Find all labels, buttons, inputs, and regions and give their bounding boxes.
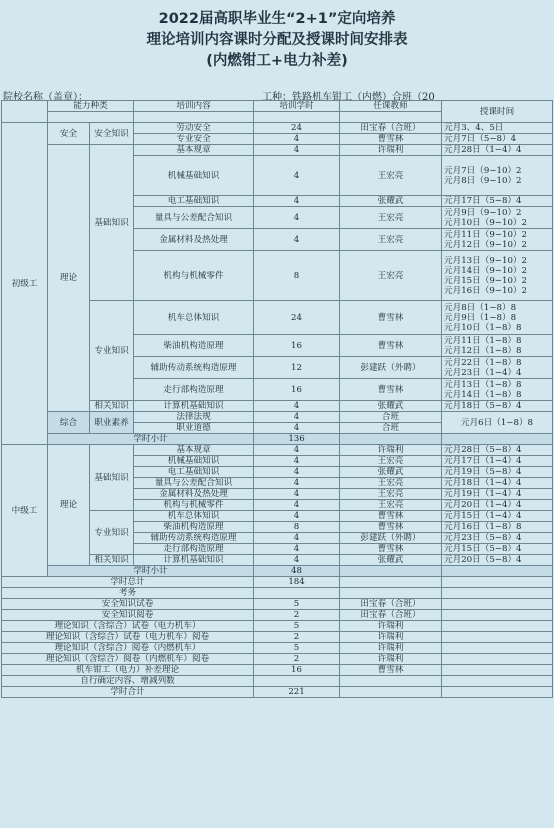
exam-item: 理论知识（含综合）试卷（电力机车）阅卷 <box>2 632 254 643</box>
subcategory-professional: 专业知识 <box>90 511 134 555</box>
time-line: 元月13日（9−10）2 <box>444 255 527 266</box>
course-time: 元月15日（5−8）4 <box>442 544 553 555</box>
course-teacher: 曹雪林 <box>340 301 442 335</box>
header-ability: 能力种类 <box>48 101 134 112</box>
course-hours: 4 <box>254 134 340 145</box>
course-name: 计算机基础知识 <box>134 401 254 412</box>
time-line: 元月28日（1−4）4 <box>444 145 522 155</box>
course-hours: 4 <box>254 229 340 251</box>
category-theory: 理论 <box>48 145 90 412</box>
course-time: 元月19日（1−4）4 <box>442 489 553 500</box>
course-teacher: 许瑞利 <box>340 145 442 156</box>
course-time <box>442 251 553 301</box>
subcategory-professional: 专业知识 <box>90 301 134 401</box>
course-hours: 4 <box>254 500 340 511</box>
exam-hours: 2 <box>254 632 340 643</box>
course-name: 金属材料及热处理 <box>134 489 254 500</box>
time-line: 元月15日（9−10）2 <box>444 275 527 286</box>
time-line: 元月7日（5−8）4 <box>444 134 517 144</box>
course-teacher: 王宏亮 <box>340 500 442 511</box>
time-line: 元月12日（1−8）8 <box>444 345 522 356</box>
school-name-label: 院校名称（盖章）： <box>3 92 88 103</box>
header-content: 培训内容 <box>134 101 254 112</box>
table-row <box>2 687 553 698</box>
exam-teacher: 许瑞利 <box>340 643 442 654</box>
table-row <box>2 434 553 445</box>
header-blank <box>2 101 48 123</box>
course-teacher: 曹雪林 <box>340 544 442 555</box>
title-line-2: 理论培训内容课时分配及授课时间安排表 <box>146 32 408 48</box>
blank-cell <box>442 621 553 632</box>
header-blank <box>254 112 340 123</box>
exam-item: 安全知识试卷 <box>2 599 254 610</box>
subcategory-quality: 职业素养 <box>90 412 134 434</box>
category-safety: 安全 <box>48 123 90 145</box>
course-time <box>442 196 553 207</box>
course-hours: 4 <box>254 533 340 544</box>
course-hours: 8 <box>254 251 340 301</box>
course-teacher: 王宏亮 <box>340 156 442 196</box>
time-line: 元月8日（1−8）8 <box>444 302 517 313</box>
course-name: 基本规章 <box>134 445 254 456</box>
course-time: 元月23日（5−8）4 <box>442 533 553 544</box>
table-row <box>2 599 553 610</box>
exam-hours: 5 <box>254 621 340 632</box>
course-time: 元月20日（5−8）4 <box>442 555 553 566</box>
time-line: 元月10日（9−10）2 <box>444 217 527 228</box>
table-row <box>2 566 553 577</box>
course-time <box>442 123 553 134</box>
course-name: 柴油机构造原理 <box>134 335 254 357</box>
level-junior: 初级工 <box>2 123 48 445</box>
exam-teacher: 曹雪林 <box>340 665 442 676</box>
middle-subtotal-value: 48 <box>254 566 340 577</box>
grand-total-label: 学时合计 <box>2 687 254 698</box>
course-hours: 24 <box>254 123 340 134</box>
course-time <box>442 379 553 401</box>
course-teacher: 彭建跃（外聘） <box>340 533 442 544</box>
subcategory-related: 相关知识 <box>90 401 134 412</box>
course-hours: 4 <box>254 207 340 229</box>
table-row <box>2 676 553 687</box>
blank-cell <box>340 434 442 445</box>
time-line: 元月3、4、5日 <box>444 123 504 133</box>
course-name: 机构与机械零件 <box>134 251 254 301</box>
blank-cell <box>442 588 553 599</box>
exam-teacher: 许瑞利 <box>340 654 442 665</box>
blank-cell <box>442 676 553 687</box>
header-hours: 培训学时 <box>254 101 340 112</box>
junior-subtotal-label: 学时小计 <box>48 434 254 445</box>
blank-cell <box>340 566 442 577</box>
category-comprehensive: 综合 <box>48 412 90 434</box>
course-hours: 8 <box>254 522 340 533</box>
course-name: 法律法规 <box>134 412 254 423</box>
exam-hours: 16 <box>254 665 340 676</box>
course-hours: 4 <box>254 156 340 196</box>
blank-cell <box>442 577 553 588</box>
course-teacher: 张耀武 <box>340 555 442 566</box>
course-name: 劳动安全 <box>134 123 254 134</box>
exam-item: 机车钳工（电力）补差理论 <box>2 665 254 676</box>
course-teacher: 张耀武 <box>340 401 442 412</box>
blank-cell <box>442 632 553 643</box>
course-hours: 4 <box>254 544 340 555</box>
course-name: 专业安全 <box>134 134 254 145</box>
course-time: 元月6日（1−8）8 <box>442 412 553 434</box>
schedule-table <box>1 100 553 698</box>
subcategory-basic: 基础知识 <box>90 445 134 511</box>
blank-cell <box>442 665 553 676</box>
course-teacher: 王宏亮 <box>340 478 442 489</box>
header-blank <box>340 112 442 123</box>
time-line: 元月22日（1−8）8 <box>444 357 522 368</box>
subcategory-related: 相关知识 <box>90 555 134 566</box>
exam-item: 理论知识（含综合）阅卷（内燃机车） <box>2 643 254 654</box>
course-teacher: 王宏亮 <box>340 489 442 500</box>
table-row <box>2 577 553 588</box>
header-teacher: 任课教师 <box>340 101 442 112</box>
course-name: 走行部构造原理 <box>134 379 254 401</box>
blank-cell <box>340 687 442 698</box>
course-time: 元月19日（5−8）4 <box>442 467 553 478</box>
course-name: 量具与公差配合知识 <box>134 478 254 489</box>
blank-cell <box>442 566 553 577</box>
total-value: 184 <box>254 577 340 588</box>
course-hours: 4 <box>254 511 340 522</box>
course-teacher: 王宏亮 <box>340 251 442 301</box>
course-name: 机车总体知识 <box>134 511 254 522</box>
exam-hours: 2 <box>254 654 340 665</box>
course-teacher: 王宏亮 <box>340 229 442 251</box>
exam-hours: 2 <box>254 610 340 621</box>
course-hours: 16 <box>254 335 340 357</box>
trade-label: 工种：铁路机车钳工（内燃）合班（20 <box>262 92 435 103</box>
course-time <box>442 357 553 379</box>
course-teacher: 曹雪林 <box>340 511 442 522</box>
time-line: 元月14日（9−10）2 <box>444 265 527 276</box>
exam-label: 考务 <box>2 588 254 599</box>
course-time <box>442 401 553 412</box>
course-name: 金属材料及热处理 <box>134 229 254 251</box>
table-row <box>2 632 553 643</box>
document-title <box>0 0 554 86</box>
time-line: 元月11日（9−10）2 <box>444 229 527 240</box>
course-name: 量具与公差配合知识 <box>134 207 254 229</box>
course-teacher: 田宝春（合班） <box>340 123 442 134</box>
exam-teacher: 田宝春（合班） <box>340 599 442 610</box>
course-time <box>442 335 553 357</box>
course-time <box>442 156 553 196</box>
course-time: 元月18日（1−4）4 <box>442 478 553 489</box>
course-teacher: 张耀武 <box>340 467 442 478</box>
time-line: 元月8日（9−10）2 <box>444 175 522 186</box>
junior-subtotal-value: 136 <box>254 434 340 445</box>
course-teacher: 王宏亮 <box>340 207 442 229</box>
course-hours: 4 <box>254 456 340 467</box>
time-line: 元月9日（9−10）2 <box>444 207 522 218</box>
exam-item: 安全知识阅卷 <box>2 610 254 621</box>
course-hours: 4 <box>254 401 340 412</box>
course-teacher: 许瑞利 <box>340 445 442 456</box>
middle-subtotal-label: 学时小计 <box>48 566 254 577</box>
blank-cell <box>442 687 553 698</box>
time-line: 元月18日（5−8）4 <box>444 401 522 411</box>
course-time: 元月28日（5−8）4 <box>442 445 553 456</box>
course-time: 元月20日（1−4）4 <box>442 500 553 511</box>
blank-cell <box>442 434 553 445</box>
level-middle: 中级工 <box>2 445 48 577</box>
table-row <box>2 621 553 632</box>
course-name: 机构与机械零件 <box>134 500 254 511</box>
course-hours: 12 <box>254 357 340 379</box>
time-line: 元月16日（9−10）2 <box>444 285 527 296</box>
course-teacher: 曹雪林 <box>340 522 442 533</box>
table-row <box>2 643 553 654</box>
blank-cell <box>442 654 553 665</box>
time-line: 元月11日（1−8）8 <box>444 335 522 346</box>
course-name: 机械基础知识 <box>134 456 254 467</box>
course-hours: 4 <box>254 145 340 156</box>
time-line: 元月23日（1−4）4 <box>444 367 522 378</box>
course-time: 元月15日（1−4）4 <box>442 511 553 522</box>
course-hours: 4 <box>254 478 340 489</box>
header-blank <box>48 112 134 123</box>
table-row <box>2 145 553 156</box>
course-hours: 4 <box>254 467 340 478</box>
course-time <box>442 207 553 229</box>
course-hours: 4 <box>254 555 340 566</box>
category-theory: 理论 <box>48 445 90 566</box>
table-row <box>2 610 553 621</box>
course-name: 职业道德 <box>134 423 254 434</box>
course-time <box>442 145 553 156</box>
time-line: 元月14日（1−8）8 <box>444 389 522 400</box>
course-hours: 4 <box>254 489 340 500</box>
course-teacher: 张耀武 <box>340 196 442 207</box>
course-name: 辅助传动系统构造原理 <box>134 533 254 544</box>
blank-cell <box>442 599 553 610</box>
course-name: 机车总体知识 <box>134 301 254 335</box>
time-line: 元月7日（9−10）2 <box>444 165 522 176</box>
course-name: 电工基础知识 <box>134 467 254 478</box>
blank-cell <box>442 610 553 621</box>
blank-cell <box>340 676 442 687</box>
course-time <box>442 301 553 335</box>
blank-cell <box>340 588 442 599</box>
time-line: 元月9日（1−8）8 <box>444 312 517 323</box>
table-row <box>2 588 553 599</box>
table-row <box>2 123 553 134</box>
course-hours: 4 <box>254 412 340 423</box>
table-row <box>2 665 553 676</box>
course-hours: 4 <box>254 196 340 207</box>
course-hours: 4 <box>254 445 340 456</box>
course-name: 辅助传动系统构造原理 <box>134 357 254 379</box>
course-teacher: 彭建跃（外聘） <box>340 357 442 379</box>
title-line-3: (内燃钳工+电力补差) <box>206 53 348 69</box>
header-blank <box>134 112 254 123</box>
blank-cell <box>340 577 442 588</box>
course-time <box>442 134 553 145</box>
course-teacher: 曹雪林 <box>340 379 442 401</box>
table-row <box>2 412 553 423</box>
exam-teacher: 田宝春（合班） <box>340 610 442 621</box>
course-hours: 24 <box>254 301 340 335</box>
time-line: 元月17日（5−8）4 <box>444 196 522 206</box>
blank-cell <box>442 643 553 654</box>
exam-hours: 5 <box>254 599 340 610</box>
title-line-1: 2022届高职毕业生“2+1”定向培养 <box>158 11 396 27</box>
table-row <box>2 445 553 456</box>
course-name: 走行部构造原理 <box>134 544 254 555</box>
exam-item: 理论知识（含综合）阅卷（内燃机车）阅卷 <box>2 654 254 665</box>
exam-item: 理论知识（含综合）试卷（电力机车） <box>2 621 254 632</box>
header-time: 授课时间 <box>442 101 553 123</box>
course-teacher: 王宏亮 <box>340 456 442 467</box>
subcategory-safety-knowledge: 安全知识 <box>90 123 134 145</box>
time-line: 元月13日（1−8）8 <box>444 379 522 390</box>
course-teacher: 曹雪林 <box>340 134 442 145</box>
exam-teacher: 许瑞利 <box>340 632 442 643</box>
time-line: 元月10日（1−8）8 <box>444 322 522 333</box>
table-row <box>2 101 553 112</box>
grand-total-value: 221 <box>254 687 340 698</box>
course-name: 柴油机构造原理 <box>134 522 254 533</box>
time-line: 元月12日（9−10）2 <box>444 239 527 250</box>
course-teacher: 合班 <box>340 412 442 423</box>
course-name: 基本规章 <box>134 145 254 156</box>
course-time: 元月17日（1−4）4 <box>442 456 553 467</box>
exam-hours: 5 <box>254 643 340 654</box>
total-label: 学时总计 <box>2 577 254 588</box>
course-teacher: 曹雪林 <box>340 335 442 357</box>
course-time: 元月16日（1−8）8 <box>442 522 553 533</box>
course-name: 电工基础知识 <box>134 196 254 207</box>
course-teacher: 合班 <box>340 423 442 434</box>
table-row <box>2 654 553 665</box>
course-name: 计算机基础知识 <box>134 555 254 566</box>
exam-teacher: 许瑞利 <box>340 621 442 632</box>
blank-cell <box>254 676 340 687</box>
course-name: 机械基础知识 <box>134 156 254 196</box>
course-hours: 16 <box>254 379 340 401</box>
blank-cell <box>254 588 340 599</box>
course-hours: 4 <box>254 423 340 434</box>
subcategory-basic: 基础知识 <box>90 145 134 301</box>
custom-note: 自行确定内容、增减列数 <box>2 676 254 687</box>
course-time <box>442 229 553 251</box>
